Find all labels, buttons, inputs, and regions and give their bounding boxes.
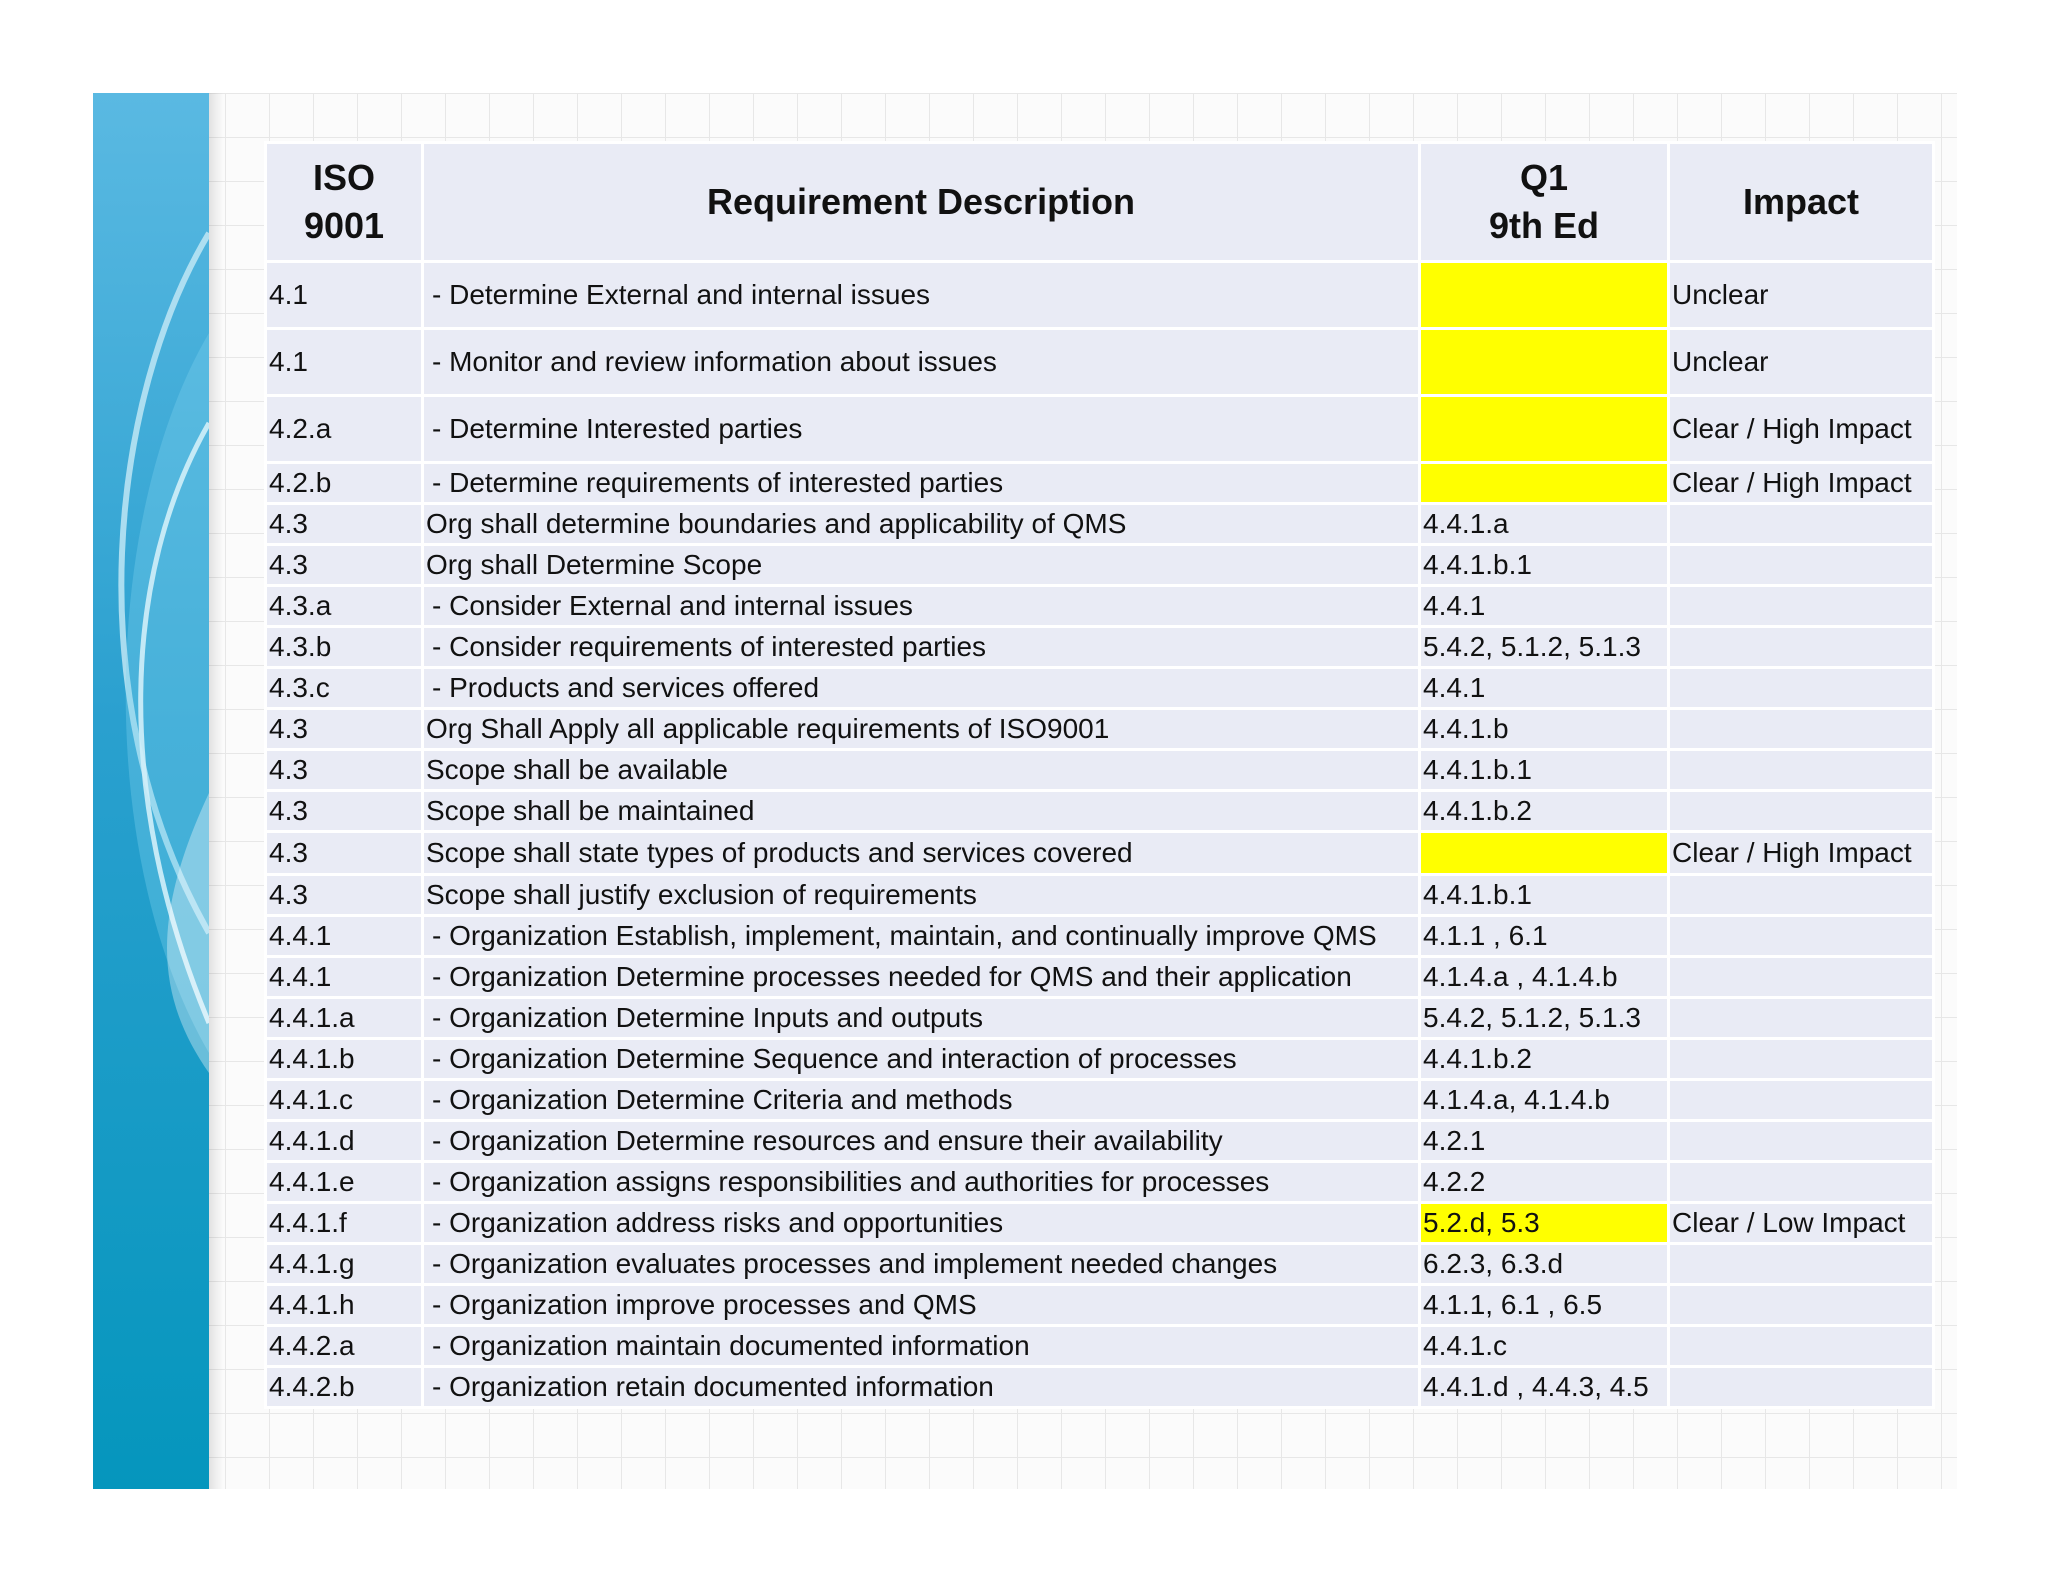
cell-iso: 4.3 bbox=[266, 875, 423, 916]
cell-description: - Determine External and internal issues bbox=[423, 262, 1420, 329]
cell-impact bbox=[1669, 709, 1934, 750]
cell-q1: 6.2.3, 6.3.d bbox=[1420, 1244, 1669, 1285]
table-row bbox=[266, 262, 1934, 329]
table-body bbox=[266, 262, 1934, 1408]
table-row bbox=[266, 1080, 1934, 1121]
table-row bbox=[266, 832, 1934, 875]
table-row bbox=[266, 1203, 1934, 1244]
cell-iso: 4.4.1.b bbox=[266, 1039, 423, 1080]
cell-impact bbox=[1669, 1121, 1934, 1162]
cell-iso: 4.4.1.f bbox=[266, 1203, 423, 1244]
cell-iso: 4.1 bbox=[266, 329, 423, 396]
cell-iso: 4.3 bbox=[266, 791, 423, 832]
cell-description: - Monitor and review information about issues bbox=[423, 329, 1420, 396]
cell-iso: 4.2.b bbox=[266, 463, 423, 504]
cell-impact bbox=[1669, 1162, 1934, 1203]
cell-iso: 4.4.1.g bbox=[266, 1244, 423, 1285]
cell-impact bbox=[1669, 916, 1934, 957]
cell-iso: 4.4.1.d bbox=[266, 1121, 423, 1162]
cell-q1: 4.4.1.b bbox=[1420, 709, 1669, 750]
cell-q1: 4.4.1.c bbox=[1420, 1326, 1669, 1367]
cell-q1: 4.4.1.a bbox=[1420, 504, 1669, 545]
cell-description: - Organization Establish, implement, maintain, and continually improve QMS bbox=[423, 916, 1420, 957]
header-iso-line2: 9001 bbox=[303, 205, 385, 246]
cell-impact: Clear / High Impact bbox=[1669, 396, 1934, 463]
cell-description: Scope shall justify exclusion of requirements bbox=[423, 875, 1420, 916]
table-row bbox=[266, 1121, 1934, 1162]
table-row bbox=[266, 709, 1934, 750]
cell-impact bbox=[1669, 998, 1934, 1039]
cell-description: Org shall determine boundaries and applicability of QMS bbox=[423, 504, 1420, 545]
table-row bbox=[266, 463, 1934, 504]
header-impact: Impact bbox=[1669, 143, 1934, 262]
cell-impact bbox=[1669, 1285, 1934, 1326]
table-row bbox=[266, 1162, 1934, 1203]
cell-impact bbox=[1669, 504, 1934, 545]
cell-description: - Determine requirements of interested parties bbox=[423, 463, 1420, 504]
cell-iso: 4.4.1.e bbox=[266, 1162, 423, 1203]
table-row bbox=[266, 504, 1934, 545]
cell-q1: 4.4.1.d , 4.4.3, 4.5 bbox=[1420, 1367, 1669, 1408]
swoosh-graphic bbox=[93, 93, 209, 1489]
cell-q1: 5.4.2, 5.1.2, 5.1.3 bbox=[1420, 627, 1669, 668]
header-q1 bbox=[1420, 143, 1669, 262]
cell-q1: 4.4.1 bbox=[1420, 668, 1669, 709]
cell-q1: 4.2.1 bbox=[1420, 1121, 1669, 1162]
header-description: Requirement Description bbox=[423, 143, 1420, 262]
cell-description: - Organization retain documented information bbox=[423, 1367, 1420, 1408]
cell-q1: 4.4.1.b.2 bbox=[1420, 1039, 1669, 1080]
cell-iso: 4.4.1 bbox=[266, 916, 423, 957]
table-row bbox=[266, 875, 1934, 916]
cell-description: Scope shall be available bbox=[423, 750, 1420, 791]
cell-q1 bbox=[1420, 832, 1669, 875]
cell-q1 bbox=[1420, 262, 1669, 329]
cell-description: - Organization improve processes and QMS bbox=[423, 1285, 1420, 1326]
header-iso-line1: ISO bbox=[312, 157, 375, 198]
cell-q1: 4.4.1.b.1 bbox=[1420, 545, 1669, 586]
table-row bbox=[266, 329, 1934, 396]
cell-description: - Organization Determine processes needed for QMS and their application bbox=[423, 957, 1420, 998]
cell-description: Scope shall be maintained bbox=[423, 791, 1420, 832]
table-row bbox=[266, 750, 1934, 791]
cell-q1: 5.4.2, 5.1.2, 5.1.3 bbox=[1420, 998, 1669, 1039]
cell-q1: 4.1.4.a , 4.1.4.b bbox=[1420, 957, 1669, 998]
cell-description: - Consider External and internal issues bbox=[423, 586, 1420, 627]
cell-q1 bbox=[1420, 396, 1669, 463]
cell-iso: 4.3.b bbox=[266, 627, 423, 668]
cell-description: - Organization Determine Inputs and outputs bbox=[423, 998, 1420, 1039]
cell-impact bbox=[1669, 791, 1934, 832]
table-row bbox=[266, 627, 1934, 668]
cell-impact bbox=[1669, 1326, 1934, 1367]
table-row bbox=[266, 586, 1934, 627]
cell-iso: 4.4.1.c bbox=[266, 1080, 423, 1121]
cell-iso: 4.4.2.a bbox=[266, 1326, 423, 1367]
cell-q1: 5.2.d, 5.3 bbox=[1420, 1203, 1669, 1244]
cell-iso: 4.4.2.b bbox=[266, 1367, 423, 1408]
table-row bbox=[266, 998, 1934, 1039]
cell-iso: 4.3 bbox=[266, 545, 423, 586]
cell-q1: 4.4.1 bbox=[1420, 586, 1669, 627]
cell-impact: Clear / High Impact bbox=[1669, 832, 1934, 875]
table-row bbox=[266, 396, 1934, 463]
cell-iso: 4.3.c bbox=[266, 668, 423, 709]
cell-impact bbox=[1669, 586, 1934, 627]
cell-iso: 4.1 bbox=[266, 262, 423, 329]
header-iso bbox=[266, 143, 423, 262]
cell-description: - Organization evaluates processes and implement needed changes bbox=[423, 1244, 1420, 1285]
table-row bbox=[266, 1244, 1934, 1285]
cell-impact bbox=[1669, 1244, 1934, 1285]
table-row bbox=[266, 957, 1934, 998]
cell-description: Org shall Determine Scope bbox=[423, 545, 1420, 586]
table-row bbox=[266, 1367, 1934, 1408]
cell-iso: 4.3 bbox=[266, 832, 423, 875]
cell-iso: 4.3.a bbox=[266, 586, 423, 627]
table-row bbox=[266, 545, 1934, 586]
cell-impact bbox=[1669, 1039, 1934, 1080]
cell-impact: Clear / High Impact bbox=[1669, 463, 1934, 504]
cell-impact bbox=[1669, 668, 1934, 709]
cell-impact bbox=[1669, 750, 1934, 791]
cell-iso: 4.4.1.a bbox=[266, 998, 423, 1039]
cell-description: - Organization assigns responsibilities and authorities for processes bbox=[423, 1162, 1420, 1203]
cell-description: - Organization Determine Sequence and interaction of processes bbox=[423, 1039, 1420, 1080]
cell-impact bbox=[1669, 1367, 1934, 1408]
cell-description: - Determine Interested parties bbox=[423, 396, 1420, 463]
cell-description: - Consider requirements of interested parties bbox=[423, 627, 1420, 668]
requirements-table-container bbox=[264, 141, 1932, 1409]
cell-description: Scope shall state types of products and services covered bbox=[423, 832, 1420, 875]
side-shadow bbox=[209, 93, 223, 1489]
cell-q1 bbox=[1420, 463, 1669, 504]
cell-impact: Clear / Low Impact bbox=[1669, 1203, 1934, 1244]
cell-description: - Products and services offered bbox=[423, 668, 1420, 709]
cell-q1: 4.4.1.b.1 bbox=[1420, 750, 1669, 791]
requirements-table bbox=[264, 141, 1935, 1409]
header-q1-line1: Q1 bbox=[1519, 157, 1569, 198]
cell-impact bbox=[1669, 1080, 1934, 1121]
header-q1-line2: 9th Ed bbox=[1488, 205, 1599, 246]
cell-impact: Unclear bbox=[1669, 262, 1934, 329]
cell-iso: 4.4.1.h bbox=[266, 1285, 423, 1326]
cell-q1 bbox=[1420, 329, 1669, 396]
cell-iso: 4.4.1 bbox=[266, 957, 423, 998]
cell-iso: 4.3 bbox=[266, 504, 423, 545]
cell-iso: 4.3 bbox=[266, 709, 423, 750]
cell-q1: 4.4.1.b.2 bbox=[1420, 791, 1669, 832]
cell-impact bbox=[1669, 957, 1934, 998]
cell-iso: 4.3 bbox=[266, 750, 423, 791]
table-row bbox=[266, 791, 1934, 832]
cell-q1: 4.2.2 bbox=[1420, 1162, 1669, 1203]
cell-description: Org Shall Apply all applicable requirements of ISO9001 bbox=[423, 709, 1420, 750]
cell-description: - Organization Determine Criteria and methods bbox=[423, 1080, 1420, 1121]
cell-description: - Organization Determine resources and ensure their availability bbox=[423, 1121, 1420, 1162]
cell-q1: 4.4.1.b.1 bbox=[1420, 875, 1669, 916]
side-decoration bbox=[93, 93, 209, 1489]
table-row bbox=[266, 1326, 1934, 1367]
table-row bbox=[266, 1039, 1934, 1080]
table-row bbox=[266, 668, 1934, 709]
cell-description: - Organization maintain documented information bbox=[423, 1326, 1420, 1367]
cell-impact bbox=[1669, 875, 1934, 916]
cell-impact bbox=[1669, 545, 1934, 586]
table-header-row bbox=[266, 143, 1934, 262]
cell-q1: 4.1.4.a, 4.1.4.b bbox=[1420, 1080, 1669, 1121]
cell-iso: 4.2.a bbox=[266, 396, 423, 463]
table-row bbox=[266, 916, 1934, 957]
cell-q1: 4.1.1 , 6.1 bbox=[1420, 916, 1669, 957]
slide bbox=[93, 93, 1957, 1489]
cell-impact bbox=[1669, 627, 1934, 668]
cell-description: - Organization address risks and opportunities bbox=[423, 1203, 1420, 1244]
cell-impact: Unclear bbox=[1669, 329, 1934, 396]
cell-q1: 4.1.1, 6.1 , 6.5 bbox=[1420, 1285, 1669, 1326]
table-row bbox=[266, 1285, 1934, 1326]
